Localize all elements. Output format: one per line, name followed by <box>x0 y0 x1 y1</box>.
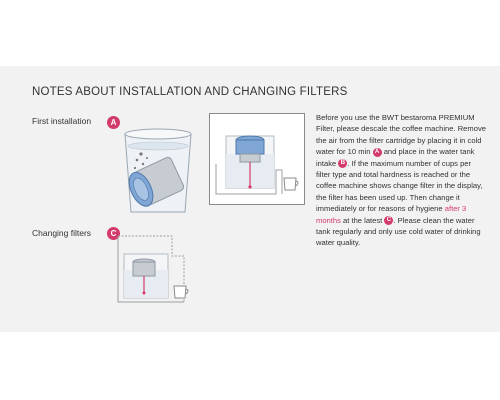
first-installation-label: First installation <box>32 116 92 126</box>
instructions-part-2: and place in the water tank intake <box>316 147 475 168</box>
badge-a: A <box>107 116 120 129</box>
instructions-text <box>316 112 486 249</box>
instructions-part-3: . If the maximum number of cups per filter type and total hardness is reached or the coffee machine shows change filter in the display, the filter has been used up. Then change it immediately or for reasons of hygiene <box>316 158 483 214</box>
highlight-after-3-months: after 3 months <box>316 204 467 225</box>
page-title: NOTES ABOUT INSTALLATION AND CHANGING FILTERS <box>32 86 348 98</box>
inline-badge-c: C <box>384 216 393 225</box>
instructions-part-5: . Please clean the water tank regularly and only use cold water of drinking water quality. <box>316 215 481 248</box>
inline-badge-b: B <box>338 159 347 168</box>
inline-badge-a: A <box>373 148 382 157</box>
changing-filters-label: Changing filters <box>32 228 92 238</box>
instructions-part-1: Before you use the BWT bestaroma PREMIUM Filter, please descale the coffee machine. Remove the air from the filter cartridge by placing it in cold water for 10 min <box>316 113 486 157</box>
instructions-part-4: at the latest <box>343 215 383 225</box>
illustration-first-installation <box>117 124 199 216</box>
illustration-filter-insertion <box>210 114 304 204</box>
badge-c: C <box>107 227 120 240</box>
illustration-b-frame <box>209 113 305 205</box>
illustration-changing-filters <box>112 232 202 312</box>
